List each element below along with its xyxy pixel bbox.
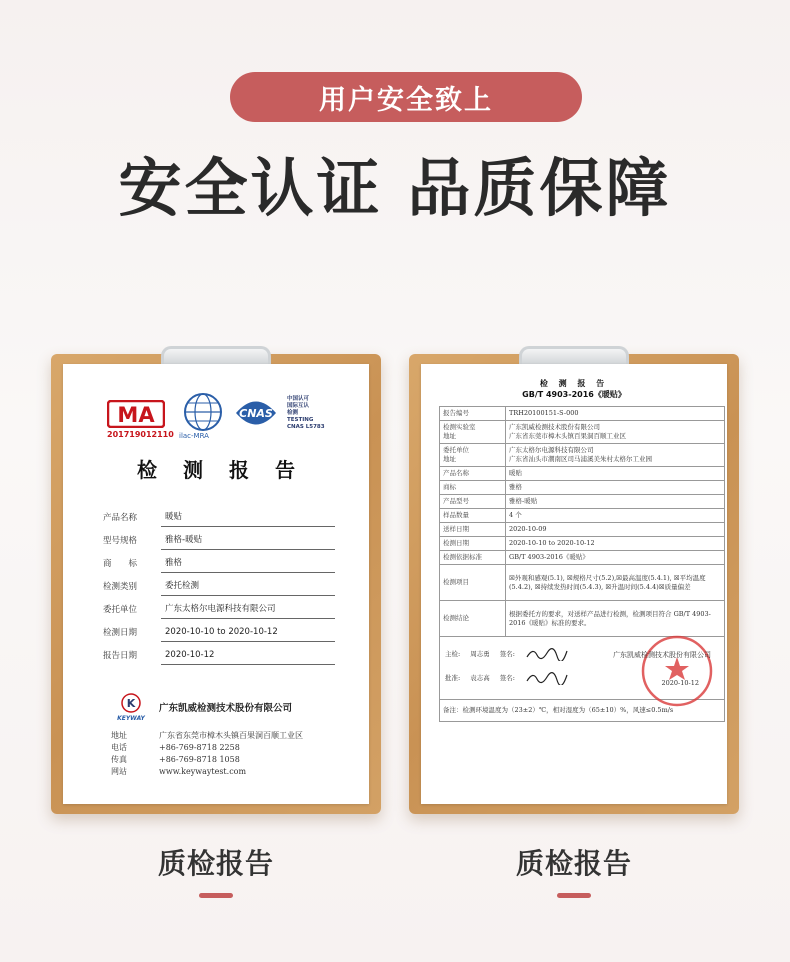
report-table-row	[440, 523, 725, 537]
field-label: 产品名称	[103, 513, 138, 523]
contact-label: 传真	[111, 755, 127, 764]
report-title: 检测报告	[137, 458, 321, 482]
test-report-page	[421, 364, 727, 804]
report-value: ☒外观和感观(5.1), ☒规格尺寸(5.2),☒最高温度(5.4.1), ☒平均温度(5.4.2), ☒持续发热时间(5.4.3), ☒升温时间(5.4.4)☒质量偏差	[506, 565, 725, 601]
lab-company	[111, 692, 351, 722]
report-key: 委托单位 地址	[440, 444, 506, 467]
contact-label: 电话	[111, 743, 127, 752]
cnas-text: CNAS	[239, 407, 273, 420]
cnas-line: CNAS L5783	[287, 424, 325, 430]
signature-name: 周志勇	[470, 650, 490, 658]
report-key: 商标	[440, 481, 506, 495]
cnas-logo-icon	[232, 396, 280, 430]
tagline-pill	[230, 72, 582, 122]
report-value: 2020-10-09	[506, 523, 725, 537]
report-key: 检测实验室 地址	[440, 421, 506, 444]
caption-left: 质检报告	[157, 847, 274, 880]
report-value: 根据委托方的要求，对送样产品进行检测，检测项目符合 GB/T 4903-2016《暖贴》标准的要求。	[506, 601, 725, 637]
signature-sign-label: 签名:	[499, 674, 515, 682]
report-key: 检测项目	[440, 565, 506, 601]
field-row	[103, 596, 335, 619]
cnas-line: TESTING	[287, 417, 314, 423]
report-table-row	[440, 467, 725, 481]
signature-role: 批准:	[445, 674, 461, 682]
handwritten-signature-icon	[525, 647, 569, 661]
contact-value: +86-769-8718 2258	[159, 743, 240, 752]
report-value: 4 个	[506, 509, 725, 523]
signature-role: 主检:	[445, 650, 461, 658]
cnas-line: 中国认可	[287, 396, 310, 402]
report-table-row	[440, 509, 725, 523]
contact-value: 广东省东莞市樟木头镇百果洞百顺工业区	[159, 731, 303, 740]
report-key: 样品数量	[440, 509, 506, 523]
report-value: 广东凯威检测技术股份有限公司 广东省东莞市樟木头镇百果洞百顺工业区	[506, 421, 725, 444]
contact-row	[111, 742, 351, 754]
field-value: 雅格	[161, 556, 335, 573]
report-value: 2020-10-10 to 2020-10-12	[506, 537, 725, 551]
report-key: 送样日期	[440, 523, 506, 537]
remark-text: 备注：检测环境温度为（23±2）℃，相对湿度为（65±10）%，风速≤0.5m/s	[440, 700, 725, 722]
stamp-company-text: 广东凯威检测技术股份有限公司	[613, 651, 711, 659]
caption-underline	[199, 893, 233, 898]
field-value: 2020-10-10 to 2020-10-12	[161, 627, 335, 642]
field-label: 检测日期	[103, 628, 138, 638]
ma-text: MA	[117, 403, 155, 427]
field-value: 广东太格尔电源科技有限公司	[161, 602, 335, 619]
report-value: GB/T 4903-2016《暖贴》	[506, 551, 725, 565]
field-label: 报告日期	[103, 651, 138, 661]
report-header-line2: GB/T 4903-2016《暖贴》	[522, 390, 626, 399]
cma-logo-icon	[107, 400, 165, 428]
report-value: 广东太格尔电源科技有限公司 广东省汕头市潮南区司马浦溪美朱村太格尔工业园	[506, 444, 725, 467]
contact-value: +86-769-8718 1058	[159, 755, 240, 764]
field-row	[103, 642, 335, 665]
clipboard-left	[51, 354, 381, 814]
cnas-line: 检测	[287, 410, 299, 416]
contact-block	[111, 730, 351, 778]
report-table-row	[440, 495, 725, 509]
field-row	[103, 504, 335, 527]
handwritten-signature-icon	[525, 671, 569, 685]
report-table	[439, 406, 725, 722]
page-headline: 安全认证 品质保障	[118, 152, 672, 225]
cnas-line: 国际互认	[287, 403, 310, 409]
ma-number: 201719012110	[107, 430, 174, 439]
report-key: 产品型号	[440, 495, 506, 509]
cert-logos	[107, 388, 347, 444]
field-value: 暖贴	[161, 510, 335, 527]
report-table-row	[440, 601, 725, 637]
report-key: 检测结论	[440, 601, 506, 637]
svg-text:K: K	[126, 697, 136, 710]
contact-row	[111, 730, 351, 742]
red-seal-stamp-icon	[639, 633, 715, 709]
clipboard-right	[409, 354, 739, 814]
signature-sign-label: 签名:	[499, 650, 515, 658]
certificate-cover	[63, 364, 369, 804]
signature-line	[445, 671, 569, 685]
field-label: 检测类别	[103, 582, 138, 592]
field-label: 商 标	[103, 559, 138, 569]
report-table-row	[440, 551, 725, 565]
report-key: 报告编号	[440, 407, 506, 421]
report-table-row	[440, 421, 725, 444]
report-key: 产品名称	[440, 467, 506, 481]
tagline-text: 用户安全致上	[319, 84, 493, 116]
field-row	[103, 619, 335, 642]
report-header-line1: 检 测 报 告	[539, 379, 609, 388]
company-name: 广东凯威检测技术股份有限公司	[159, 703, 293, 714]
ilac-globe-icon	[183, 392, 223, 432]
cert-fields	[103, 504, 335, 665]
contact-label: 网站	[111, 767, 127, 776]
contact-value: www.keywaytest.com	[159, 767, 247, 776]
report-table-row	[440, 537, 725, 551]
field-label: 型号规格	[103, 536, 138, 546]
field-value: 2020-10-12	[161, 650, 335, 665]
report-header	[421, 378, 727, 400]
keyway-logo-icon	[111, 692, 151, 722]
cnas-side-text	[287, 396, 347, 431]
caption-underline	[557, 893, 591, 898]
field-value: 雅格-暖贴	[161, 533, 335, 550]
signature-line	[445, 647, 569, 661]
field-row	[103, 550, 335, 573]
caption-right: 质检报告	[515, 847, 632, 880]
report-table-row	[440, 565, 725, 601]
report-key: 检测依据标准	[440, 551, 506, 565]
report-value: TRH20100151-S-000	[506, 407, 725, 421]
field-value: 委托检测	[161, 579, 335, 596]
signature-name: 袁志高	[470, 674, 490, 682]
report-value: 暖贴	[506, 467, 725, 481]
field-row	[103, 527, 335, 550]
ilac-label: ilac-MRA	[179, 432, 209, 440]
field-label: 委托单位	[103, 605, 138, 615]
report-key: 检测日期	[440, 537, 506, 551]
report-value: 雅格-暖贴	[506, 495, 725, 509]
report-table-row	[440, 407, 725, 421]
keyway-text: KEYWAY	[117, 715, 145, 722]
report-table-row	[440, 481, 725, 495]
field-row	[103, 573, 335, 596]
report-table-row	[440, 444, 725, 467]
signature-row	[440, 637, 725, 700]
contact-label: 地址	[111, 731, 127, 740]
contact-row	[111, 754, 351, 766]
signature-cell	[440, 637, 725, 700]
stamp-date-text: 2020-10-12	[661, 679, 699, 687]
signature-area	[443, 639, 721, 697]
contact-row	[111, 766, 351, 778]
report-value: 雅格	[506, 481, 725, 495]
